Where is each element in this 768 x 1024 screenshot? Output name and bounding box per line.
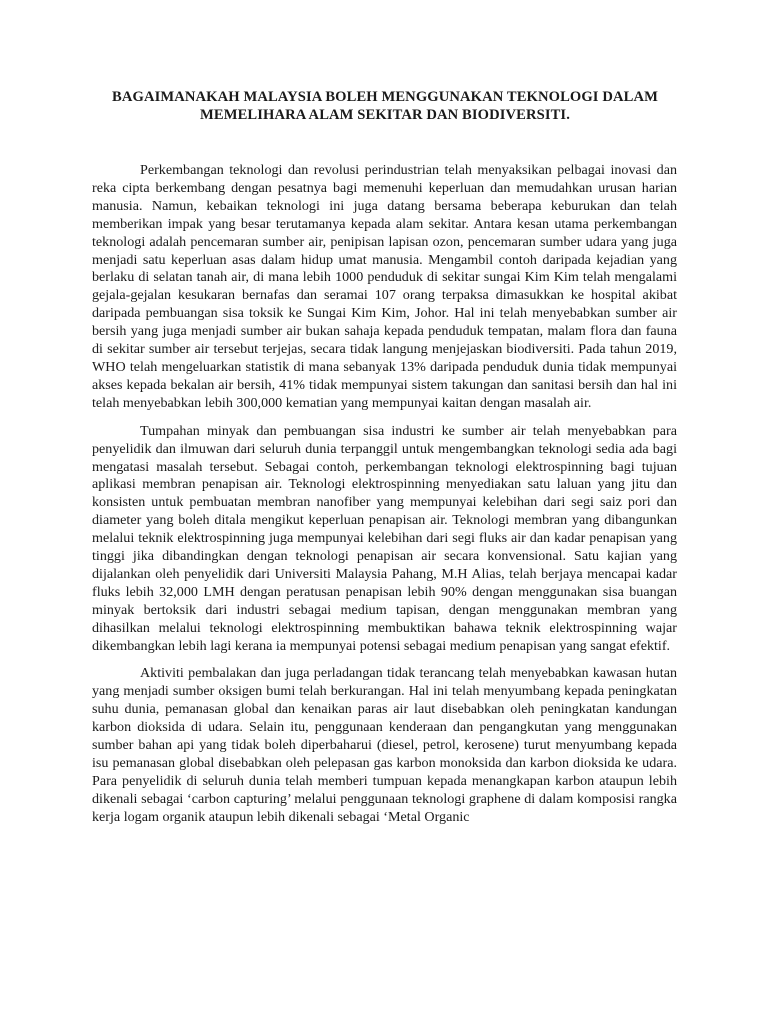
- paragraph-1: Perkembangan teknologi dan revolusi perindustrian telah menyaksikan pelbagai inovasi dan reka cipta berkembang dengan pesatnya bagi memenuhi keperluan dan memudahkan urusan harian manusia. Namun, kebaikan teknologi ini juga datang bersama beberapa keburukan dan telah memberikan impak yang besar terutamanya kepada alam sekitar. Antara kesan utama perkembangan teknologi adalah pencemaran sumber air, penipisan lapisan ozon, pencemaran sumber udara yang juga menjadi satu keperluan asas dalam hidup umat manusia. Mengambil contoh daripada kejadian yang berlaku di selatan tanah air, di mana lebih 1000 penduduk di sekitar sungai Kim Kim telah mengalami gejala-gejalan kesukaran bernafas dan seramai 107 orang terpaksa dimasukkan ke hospital akibat daripada pembuangan sisa toksik ke Sungai Kim Kim, Johor. Hal ini telah menyebabkan sumber air bersih yang juga menjadi sumber air bukan sahaja kepada penduduk tempatan, malam flora dan fauna di sekitar sumber air tersebut terjejas, secara tidak langung menjejaskan biodiversiti. Pada tahun 2019, WHO telah mengeluarkan statistik di mana sebanyak 13% daripada penduduk dunia tidak mempunyai akses kepada bekalan air bersih, 41% tidak mempunyai sistem takungan dan sanitasi bersih dan hal ini telah menyebabkan lebih 300,000 kematian yang mempunyai kaitan dengan masalah air.: [92, 162, 677, 411]
- paragraph-3: Aktiviti pembalakan dan juga perladangan tidak terancang telah menyebabkan kawasan hutan yang menjadi sumber oksigen bumi telah berkurangan. Hal ini telah menyumbang kepada peningkatan suhu dunia, pemanasan global dan kenaikan paras air laut disebabkan oleh peningkatan kandungan karbon dioksida di udara. Selain itu, penggunaan kenderaan dan pengangkutan yang menggunakan sumber bahan api yang tidak boleh diperbaharui (diesel, petrol, kerosene) turut menyumbang kepada isu pemanasan global disebabkan oleh pelepasan gas karbon monoksida dan karbon dioksida ke udara. Para penyelidik di seluruh dunia telah memberi tumpuan kepada menangkapan karbon ataupun lebih dikenali sebagai ‘carbon capturing’ melalui penggunaan teknologi graphene di dalam komposisi rangka kerja logam organik ataupun lebih dikenali sebagai ‘Metal Organic: [92, 665, 677, 825]
- document-title: BAGAIMANAKAH MALAYSIA BOLEH MENGGUNAKAN TEKNOLOGI DALAM MEMELIHARA ALAM SEKITAR DAN BIODIVERSITI.: [112, 89, 658, 123]
- document-body: [92, 162, 677, 837]
- paragraph-2: Tumpahan minyak dan pembuangan sisa industri ke sumber air telah menyebabkan para penyelidik dan ilmuwan dari seluruh dunia terpanggil untuk mengembangkan teknologi sedia ada bagi mengatasi masalah tersebut. Sebagai contoh, perkembangan teknologi elektrospinning bagi tujuan aplikasi membran penapisan air. Teknologi elektrospinning menyediakan satu laluan yang jitu dan konsisten untuk pembuatan membran nanofiber yang mempunyai kelebihan dari segi saiz pori dan diameter yang boleh ditala mengikut keperluan penapisan air. Teknologi membran yang dibangunkan melalui teknik elektrospinning juga mempunyai kelebihan dari segi fluks air dan kadar penapisan yang tinggi jika dibandingkan dengan teknologi penapisan air secara konvensional. Satu kajian yang dijalankan oleh penyelidik dari Universiti Malaysia Pahang, M.H Alias, telah berjaya mencapai kadar fluks lebih 32,000 LMH dengan peratusan penapisan lebih 90% dengan menggunakan sisa buangan minyak bertoksik dari industri sebagai medium tapisan, dengan menggunakan membran yang dihasilkan melalui teknologi elektrospinning membuktikan bahawa teknik elektrospinning wajar dikembangkan lebih lagi kerana ia mempunyai potensi sebagai medium penapisan yang sangat efektif.: [92, 422, 677, 654]
